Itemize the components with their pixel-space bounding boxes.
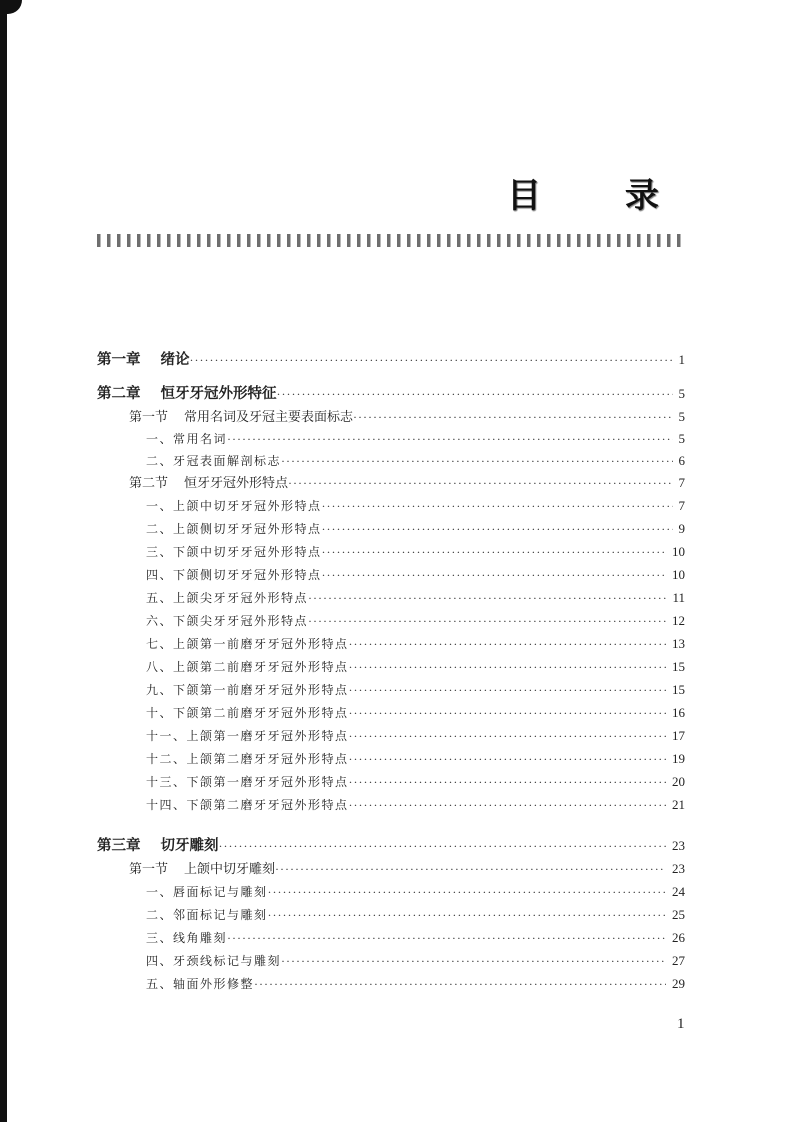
- toc-item[interactable]: 四、牙颈线标记与雕刻 ····· 27: [146, 953, 685, 969]
- toc-section[interactable]: 第一节 常用名词及牙冠主要表面标志 ····· 5: [129, 409, 685, 426]
- toc-item[interactable]: 二、上颌侧切牙牙冠外形特点 ····· 9: [146, 521, 685, 537]
- toc-item[interactable]: 七、上颌第一前磨牙牙冠外形特点 ····· 13: [146, 636, 685, 652]
- toc-item[interactable]: 十二、上颌第二磨牙牙冠外形特点 ····· 19: [146, 751, 685, 767]
- toc-item[interactable]: 六、下颌尖牙牙冠外形特点 ····· 12: [146, 613, 685, 629]
- scan-edge-corner: [0, 0, 22, 14]
- toc-item[interactable]: 二、邻面标记与雕刻 ····· 25: [146, 907, 685, 923]
- toc-chapter[interactable]: 第三章 切牙雕刻 ····· 23: [97, 838, 685, 854]
- page-number: 1: [677, 1016, 685, 1032]
- toc-item[interactable]: 八、上颌第二前磨牙牙冠外形特点 ····· 15: [146, 659, 685, 675]
- toc-chapter[interactable]: 第一章 绪论 ····· 1: [97, 352, 685, 368]
- toc-section[interactable]: 第一节 上颌中切牙雕刻 ····· 23: [129, 861, 685, 878]
- toc-section[interactable]: 第二节 恒牙牙冠外形特点 ····· 7: [129, 475, 685, 492]
- toc-item[interactable]: 五、上颌尖牙牙冠外形特点 ····· 11: [146, 590, 685, 606]
- toc-chapter[interactable]: 第二章 恒牙牙冠外形特征 ····· 5: [97, 386, 685, 402]
- toc-item[interactable]: 三、下颌中切牙牙冠外形特点 ····· 10: [146, 544, 685, 560]
- toc-item[interactable]: 三、线角雕刻 ····· 26: [146, 930, 685, 946]
- toc-item[interactable]: 九、下颌第一前磨牙牙冠外形特点 ····· 15: [146, 682, 685, 698]
- toc-item[interactable]: 十一、上颌第一磨牙牙冠外形特点 ····· 17: [146, 728, 685, 744]
- toc-item[interactable]: 一、上颌中切牙牙冠外形特点 ····· 7: [146, 498, 685, 514]
- toc-item[interactable]: 一、常用名词 ····· 5: [146, 431, 685, 447]
- toc-item[interactable]: 二、牙冠表面解剖标志 ····· 6: [146, 453, 685, 469]
- toc-item[interactable]: 一、唇面标记与雕刻 ····· 24: [146, 884, 685, 900]
- toc-item[interactable]: 四、下颌侧切牙牙冠外形特点 ····· 10: [146, 567, 685, 583]
- page-title: 目 录: [507, 176, 695, 216]
- toc-item[interactable]: 五、轴面外形修整 ····· 29: [146, 976, 685, 992]
- toc-item[interactable]: 十四、下颌第二磨牙牙冠外形特点 ····· 21: [146, 797, 685, 813]
- decorative-band: [97, 234, 685, 247]
- toc-item[interactable]: 十三、下颌第一磨牙牙冠外形特点 ····· 20: [146, 774, 685, 790]
- scan-edge: [0, 0, 7, 1122]
- toc-item[interactable]: 十、下颌第二前磨牙牙冠外形特点 ····· 16: [146, 705, 685, 721]
